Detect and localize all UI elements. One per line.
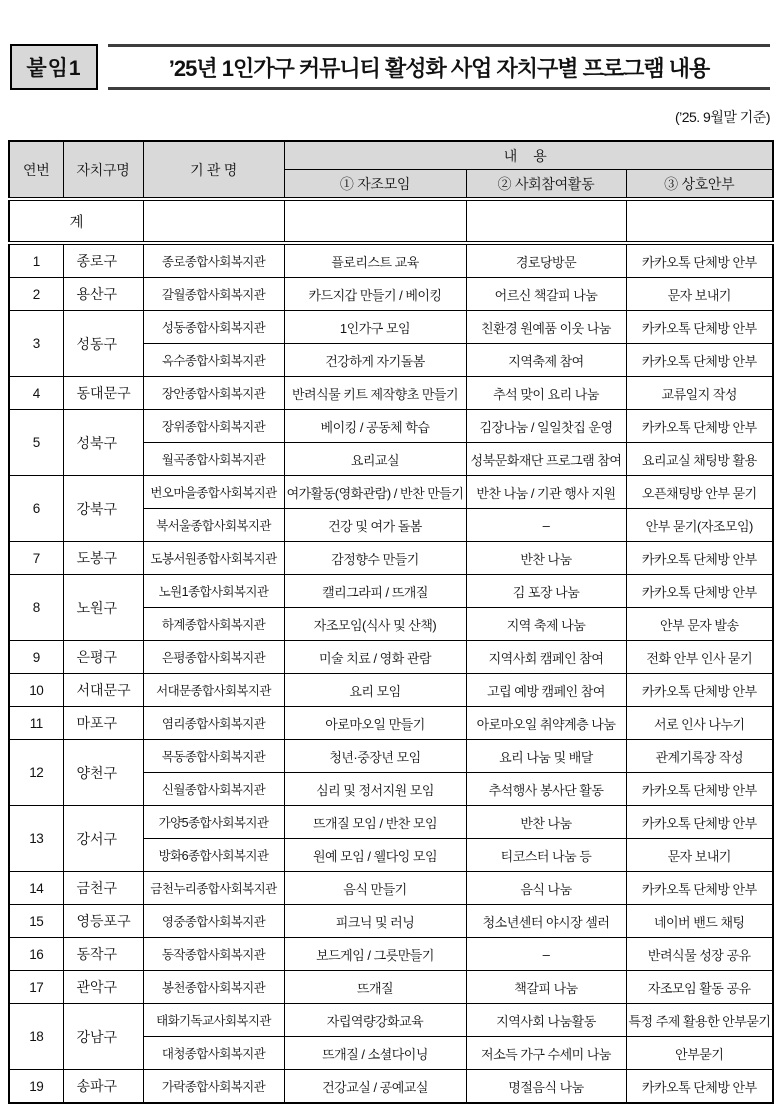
header-content: 내 용 [284,141,773,170]
table-row [9,377,773,410]
self-group-program: 피크닉 및 러닝 [284,905,466,938]
mutual-greeting-program: 카카오톡 단체방 안부 [626,674,773,707]
self-group-program: 보드게임 / 그릇만들기 [284,938,466,971]
page-title: ’25년 1인가구 커뮤니티 활성화 사업 자치구별 프로그램 내용 [108,44,770,90]
org-name: 대청종합사회복지관 [143,1037,284,1070]
org-name: 노원1종합사회복지관 [143,575,284,608]
row-number: 13 [9,806,63,872]
total-row [9,199,773,243]
self-group-program: 카드지갑 만들기 / 베이킹 [284,278,466,311]
self-group-program: 뜨개질 [284,971,466,1004]
social-activity-program: 아로마오일 취약계층 나눔 [466,707,626,740]
row-number: 3 [9,311,63,377]
table-row [9,278,773,311]
row-number: 6 [9,476,63,542]
social-activity-program: 반찬 나눔 [466,806,626,839]
mutual-greeting-program: 카카오톡 단체방 안부 [626,344,773,377]
table-row [9,938,773,971]
row-number: 11 [9,707,63,740]
row-number: 12 [9,740,63,806]
org-name: 가락종합사회복지관 [143,1070,284,1104]
mutual-greeting-program: 카카오톡 단체방 안부 [626,575,773,608]
district-name: 강남구 [63,1004,143,1070]
district-name: 강북구 [63,476,143,542]
self-group-program: 반려식물 키트 제작향초 만들기 [284,377,466,410]
row-number: 10 [9,674,63,707]
table-row [9,971,773,1004]
social-activity-program: 책갈피 나눔 [466,971,626,1004]
mutual-greeting-program: 카카오톡 단체방 안부 [626,773,773,806]
org-name: 종로종합사회복지관 [143,243,284,278]
district-name: 강서구 [63,806,143,872]
self-group-program: 건강 및 여가 돌봄 [284,509,466,542]
mutual-greeting-program: 안부 문자 발송 [626,608,773,641]
social-activity-program: 요리 나눔 및 배달 [466,740,626,773]
mutual-greeting-program: 반려식물 성장 공유 [626,938,773,971]
social-activity-program: – [466,938,626,971]
org-name: 서대문종합사회복지관 [143,674,284,707]
attachment-badge: 붙임1 [10,44,98,90]
self-group-program: 원예 모임 / 웰다잉 모임 [284,839,466,872]
social-activity-program: 김 포장 나눔 [466,575,626,608]
row-number: 15 [9,905,63,938]
social-activity-program: 명절음식 나눔 [466,1070,626,1104]
table-row [9,641,773,674]
district-name: 종로구 [63,243,143,278]
row-number: 8 [9,575,63,641]
org-name: 옥수종합사회복지관 [143,344,284,377]
district-name: 관악구 [63,971,143,1004]
org-name: 갈월종합사회복지관 [143,278,284,311]
district-name: 성동구 [63,311,143,377]
header-row-1 [9,141,773,170]
self-group-program: 아로마오일 만들기 [284,707,466,740]
mutual-greeting-program: 교류일지 작성 [626,377,773,410]
empty-cell [626,199,773,243]
header-self-group: ① 자조모임 [284,170,466,200]
self-group-program: 감정향수 만들기 [284,542,466,575]
social-activity-program: 고립 예방 캠페인 참여 [466,674,626,707]
org-name: 북서울종합사회복지관 [143,509,284,542]
self-group-program: 음식 만들기 [284,872,466,905]
social-activity-program: – [466,509,626,542]
mutual-greeting-program: 서로 인사 나누기 [626,707,773,740]
table-body [9,199,773,1103]
mutual-greeting-program: 네이버 밴드 채팅 [626,905,773,938]
mutual-greeting-program: 특정 주제 활용한 안부묻기 [626,1004,773,1037]
row-number: 14 [9,872,63,905]
district-name: 동작구 [63,938,143,971]
table-row [9,806,773,839]
social-activity-program: 어르신 책갈피 나눔 [466,278,626,311]
row-number: 4 [9,377,63,410]
empty-cell [284,199,466,243]
mutual-greeting-program: 카카오톡 단체방 안부 [626,243,773,278]
social-activity-program: 반찬 나눔 / 기관 행사 지원 [466,476,626,509]
social-activity-program: 지역사회 나눔활동 [466,1004,626,1037]
row-number: 7 [9,542,63,575]
org-name: 염리종합사회복지관 [143,707,284,740]
social-activity-program: 친환경 원예품 이웃 나눔 [466,311,626,344]
district-name: 성북구 [63,410,143,476]
title-block [10,44,770,90]
header-social-activity: ② 사회참여활동 [466,170,626,200]
self-group-program: 1인가구 모임 [284,311,466,344]
district-name: 노원구 [63,575,143,641]
mutual-greeting-program: 카카오톡 단체방 안부 [626,806,773,839]
mutual-greeting-program: 관계기록장 작성 [626,740,773,773]
self-group-program: 건강하게 자기돌봄 [284,344,466,377]
org-name: 하계종합사회복지관 [143,608,284,641]
social-activity-program: 지역사회 캠페인 참여 [466,641,626,674]
mutual-greeting-program: 자조모임 활동 공유 [626,971,773,1004]
mutual-greeting-program: 안부묻기 [626,1037,773,1070]
self-group-program: 심리 및 정서지원 모임 [284,773,466,806]
social-activity-program: 성북문화재단 프로그램 참여 [466,443,626,476]
mutual-greeting-program: 카카오톡 단체방 안부 [626,410,773,443]
mutual-greeting-program: 오픈채팅방 안부 묻기 [626,476,773,509]
row-number: 1 [9,243,63,278]
org-name: 장위종합사회복지관 [143,410,284,443]
district-name: 금천구 [63,872,143,905]
header-no: 연번 [9,141,63,199]
table-row [9,476,773,509]
table-row [9,1004,773,1037]
row-number: 17 [9,971,63,1004]
social-activity-program: 청소년센터 야시장 셀러 [466,905,626,938]
self-group-program: 자조모임(식사 및 산책) [284,608,466,641]
district-name: 송파구 [63,1070,143,1104]
org-name: 태화기독교사회복지관 [143,1004,284,1037]
header-mutual-greeting: ③ 상호안부 [626,170,773,200]
header-district: 자치구명 [63,141,143,199]
row-number: 2 [9,278,63,311]
district-name: 마포구 [63,707,143,740]
org-name: 번오마을종합사회복지관 [143,476,284,509]
org-name: 금천누리종합사회복지관 [143,872,284,905]
table-row [9,707,773,740]
district-name: 용산구 [63,278,143,311]
org-name: 은평종합사회복지관 [143,641,284,674]
empty-cell [143,199,284,243]
org-name: 방화6종합사회복지관 [143,839,284,872]
social-activity-program: 반찬 나눔 [466,542,626,575]
table-row [9,1070,773,1104]
mutual-greeting-program: 전화 안부 인사 묻기 [626,641,773,674]
district-name: 은평구 [63,641,143,674]
social-activity-program: 저소득 가구 수세미 나눔 [466,1037,626,1070]
empty-cell [466,199,626,243]
self-group-program: 건강교실 / 공예교실 [284,1070,466,1104]
org-name: 성동종합사회복지관 [143,311,284,344]
org-name: 봉천종합사회복지관 [143,971,284,1004]
org-name: 도봉서원종합사회복지관 [143,542,284,575]
row-number: 5 [9,410,63,476]
table-row [9,410,773,443]
org-name: 목동종합사회복지관 [143,740,284,773]
self-group-program: 자립역량강화교육 [284,1004,466,1037]
self-group-program: 캘리그라피 / 뜨개질 [284,575,466,608]
self-group-program: 미술 치료 / 영화 관람 [284,641,466,674]
subtitle-date: (’25. 9월말 기준) [674,109,770,125]
social-activity-program: 티코스터 나눔 등 [466,839,626,872]
total-label: 계 [9,199,143,243]
table-row [9,674,773,707]
row-number: 19 [9,1070,63,1104]
mutual-greeting-program: 요리교실 채팅방 활용 [626,443,773,476]
mutual-greeting-program: 카카오톡 단체방 안부 [626,542,773,575]
district-name: 영등포구 [63,905,143,938]
district-name: 양천구 [63,740,143,806]
social-activity-program: 지역 축제 나눔 [466,608,626,641]
self-group-program: 뜨개질 모임 / 반찬 모임 [284,806,466,839]
self-group-program: 플로리스트 교육 [284,243,466,278]
self-group-program: 뜨개질 / 소셜다이닝 [284,1037,466,1070]
org-name: 동작종합사회복지관 [143,938,284,971]
org-name: 영중종합사회복지관 [143,905,284,938]
org-name: 신월종합사회복지관 [143,773,284,806]
row-number: 9 [9,641,63,674]
social-activity-program: 추석 맞이 요리 나눔 [466,377,626,410]
social-activity-program: 음식 나눔 [466,872,626,905]
table-row [9,872,773,905]
table-row [9,243,773,278]
mutual-greeting-program: 안부 묻기(자조모임) [626,509,773,542]
district-name: 서대문구 [63,674,143,707]
row-number: 18 [9,1004,63,1070]
self-group-program: 여가활동(영화관람) / 반찬 만들기 [284,476,466,509]
table-row [9,542,773,575]
mutual-greeting-program: 문자 보내기 [626,839,773,872]
org-name: 가양5종합사회복지관 [143,806,284,839]
table-row [9,311,773,344]
social-activity-program: 추석행사 봉사단 활동 [466,773,626,806]
org-name: 장안종합사회복지관 [143,377,284,410]
self-group-program: 요리교실 [284,443,466,476]
social-activity-program: 경로당방문 [466,243,626,278]
self-group-program: 베이킹 / 공동체 학습 [284,410,466,443]
mutual-greeting-program: 카카오톡 단체방 안부 [626,1070,773,1104]
mutual-greeting-program: 카카오톡 단체방 안부 [626,872,773,905]
district-name: 도봉구 [63,542,143,575]
mutual-greeting-program: 문자 보내기 [626,278,773,311]
self-group-program: 청년·중장년 모임 [284,740,466,773]
district-name: 동대문구 [63,377,143,410]
table-header [9,141,773,199]
mutual-greeting-program: 카카오톡 단체방 안부 [626,311,773,344]
header-org: 기 관 명 [143,141,284,199]
table-row [9,575,773,608]
row-number: 16 [9,938,63,971]
table-row [9,905,773,938]
table-row [9,740,773,773]
program-table [8,140,774,1104]
social-activity-program: 김장나눔 / 일일찻집 운영 [466,410,626,443]
self-group-program: 요리 모임 [284,674,466,707]
org-name: 월곡종합사회복지관 [143,443,284,476]
social-activity-program: 지역축제 참여 [466,344,626,377]
